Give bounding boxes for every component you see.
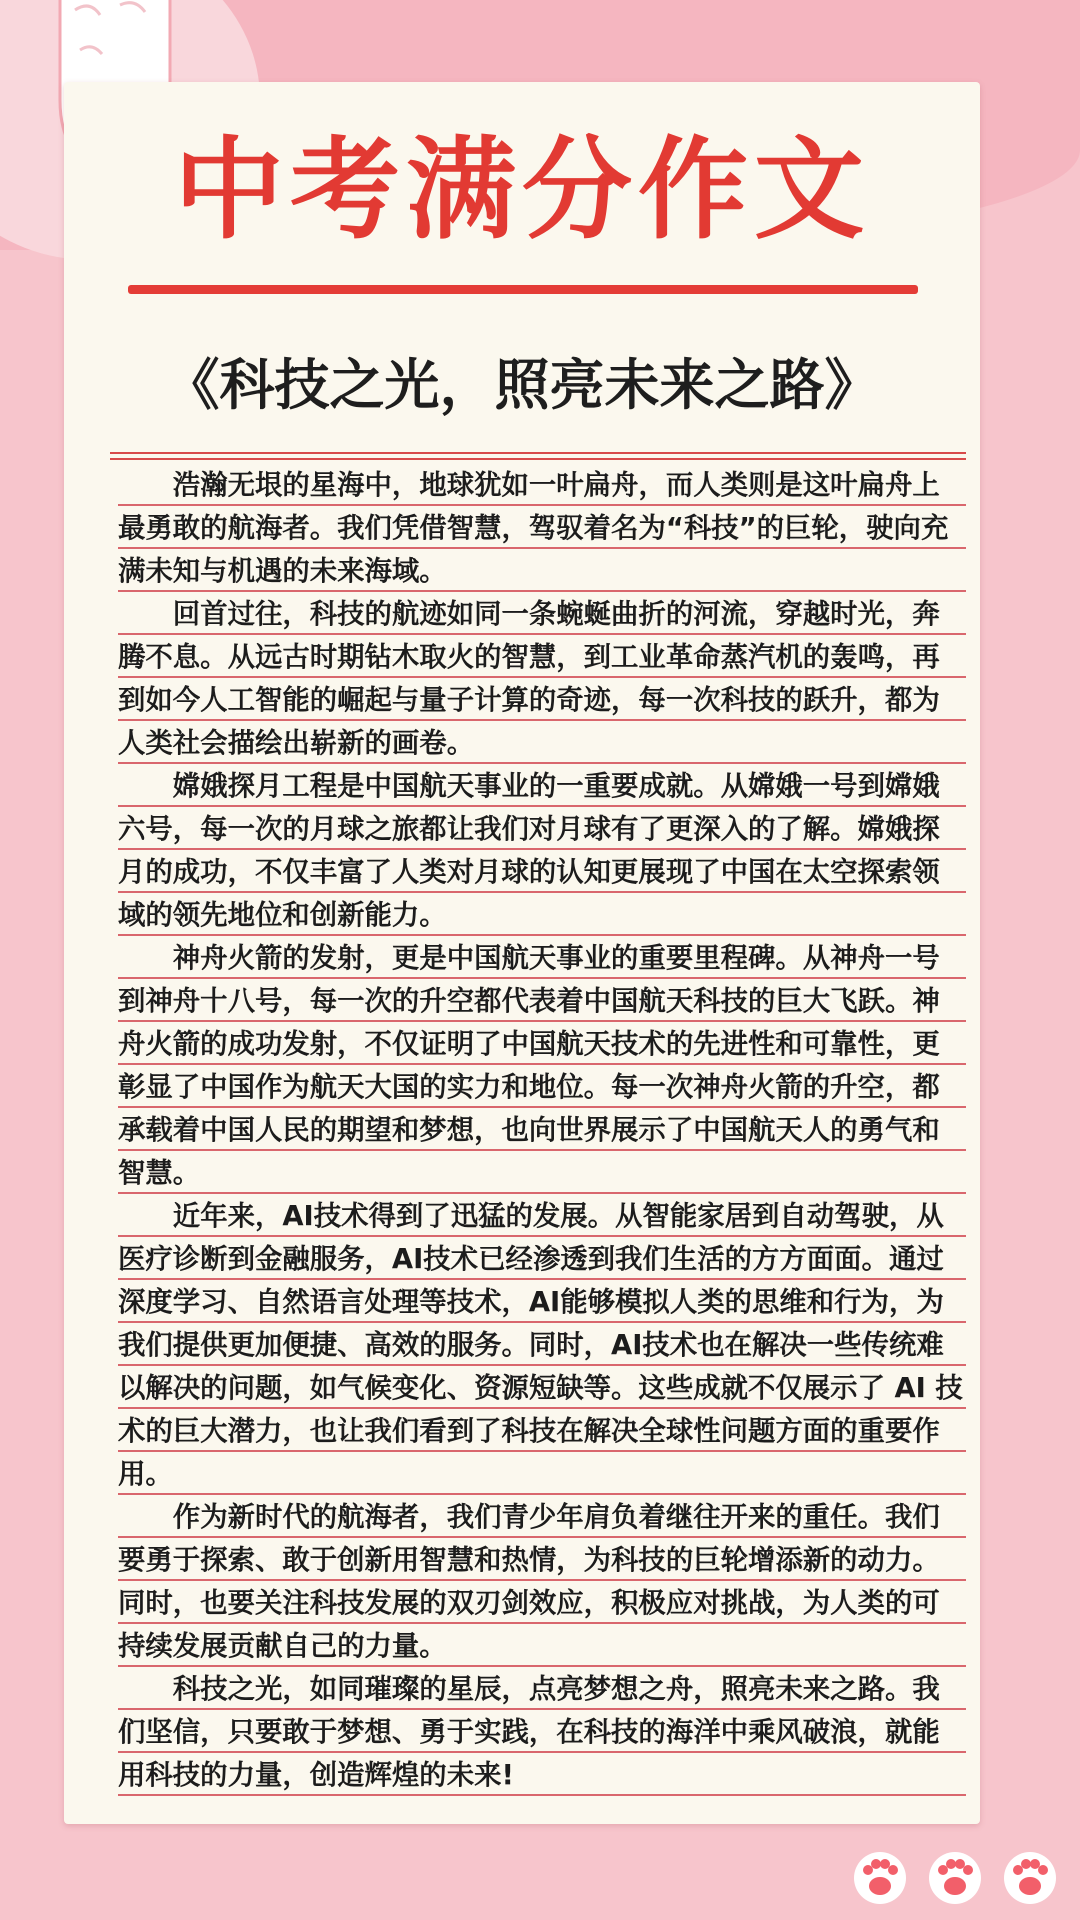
paragraph-1: 浩瀚无垠的星海中，地球犹如一叶扁舟，而人类则是这叶扁舟上最勇敢的航海者。我们凭借智慧，驾驭着名为“科技”的巨轮，驶向充满未知与机遇的未来海域。 bbox=[118, 464, 966, 593]
essay-paper bbox=[64, 82, 980, 1824]
paragraph-5: 近年来，AI技术得到了迅猛的发展。从智能家居到自动驾驶，从医疗诊断到金融服务，AI技术已经渗透到我们生活的方方面面。通过深度学习、自然语言处理等技术，AI能够模拟人类的思维和行为，为我们提供更加便捷、高效的服务。同时，AI技术也在解决一些传统难以解决的问题，如气候变化、资源短缺等。这些成就不仅展示了 AI 技术的巨大潜力，也让我们看到了科技在解决全球性问题方面的重要作用。 bbox=[118, 1195, 966, 1496]
paw-print-icon bbox=[840, 1840, 1080, 1910]
essay-body bbox=[118, 464, 966, 1797]
divider-top bbox=[110, 452, 966, 460]
paragraph-3: 嫦娥探月工程是中国航天事业的一重要成就。从嫦娥一号到嫦娥六号，每一次的月球之旅都让我们对月球有了更深入的了解。嫦娥探月的成功，不仅丰富了人类对月球的认知更展现了中国在太空探索领域的领先地位和创新能力。 bbox=[118, 765, 966, 937]
title-underline bbox=[128, 285, 918, 294]
paragraph-6: 作为新时代的航海者，我们青少年肩负着继往开来的重任。我们要勇于探索、敢于创新用智慧和热情，为科技的巨轮增添新的动力。同时，也要关注科技发展的双刃剑效应，积极应对挑战，为人类的可持续发展贡献自己的力量。 bbox=[118, 1496, 966, 1668]
essay-title: 《科技之光，照亮未来之路》 bbox=[164, 353, 880, 417]
paragraph-2: 回首过往，科技的航迹如同一条蜿蜒曲折的河流，穿越时光，奔腾不息。从远古时期钻木取火的智慧，到工业革命蒸汽机的轰鸣，再到如今人工智能的崛起与量子计算的奇迹，每一次科技的跃升，都为人类社会描绘出崭新的画卷。 bbox=[118, 593, 966, 765]
paragraph-4: 神舟火箭的发射，更是中国航天事业的重要里程碑。从神舟一号到神舟十八号，每一次的升空都代表着中国航天科技的巨大飞跃。神舟火箭的成功发射，不仅证明了中国航天技术的先进性和可靠性，更彰显了中国作为航天大国的实力和地位。每一次神舟火箭的升空，都承载着中国人民的期望和梦想，也向世界展示了中国航天人的勇气和智慧。 bbox=[118, 937, 966, 1195]
page-title: 中考满分作文 bbox=[174, 126, 870, 254]
paragraph-7: 科技之光，如同璀璨的星辰，点亮梦想之舟，照亮未来之路。我们坚信，只要敢于梦想、勇于实践，在科技的海洋中乘风破浪，就能用科技的力量，创造辉煌的未来! bbox=[118, 1668, 966, 1797]
